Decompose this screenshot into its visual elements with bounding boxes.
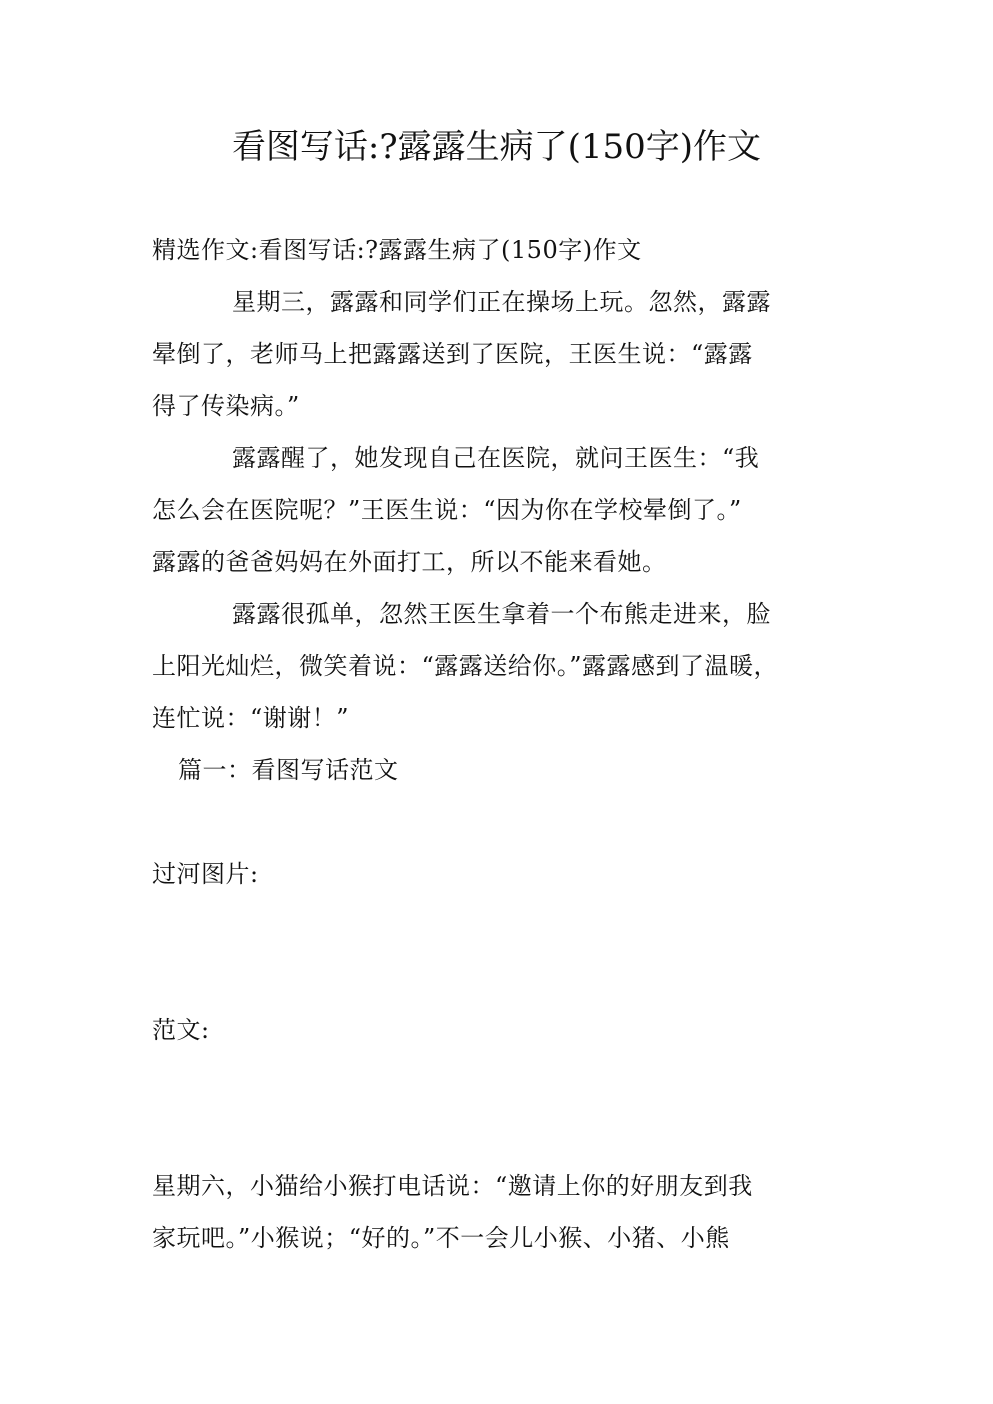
picture-label: 过河图片: xyxy=(152,860,259,888)
document-title: 看图写话:?露露生病了(150字)作文 xyxy=(231,127,762,167)
paragraph4-line2: 家玩吧。”小猴说；“好的。”不一会儿小猴、小猪、小熊 xyxy=(152,1224,730,1252)
paragraph1-line1: 星期三，露露和同学们正在操场上玩。忽然，露露 xyxy=(232,288,771,316)
sample-label: 范文: xyxy=(152,1016,210,1044)
paragraph2-line3: 露露的爸爸妈妈在外面打工，所以不能来看她。 xyxy=(152,548,667,576)
paragraph1-line3: 得了传染病。” xyxy=(152,392,300,420)
paragraph1-line2: 晕倒了，老师马上把露露送到了医院，王医生说：“露露 xyxy=(152,340,753,368)
paragraph3-line3: 连忙说：“谢谢！” xyxy=(152,704,350,732)
paragraph4-line1: 星期六，小猫给小猴打电话说：“邀请上你的好朋友到我 xyxy=(152,1172,753,1200)
paragraph3-line2: 上阳光灿烂，微笑着说：“露露送给你。”露露感到了温暖， xyxy=(152,652,779,680)
paragraph3-line1: 露露很孤单，忽然王医生拿着一个布熊走进来，脸 xyxy=(232,600,771,628)
section-heading: 篇一：看图写话范文 xyxy=(178,756,399,784)
paragraph2-line1: 露露醒了，她发现自己在医院，就问王医生：“我 xyxy=(232,444,760,472)
paragraph2-line2: 怎么会在医院呢？”王医生说：“因为你在学校晕倒了。” xyxy=(152,496,742,524)
subtitle-line: 精选作文:看图写话:?露露生病了(150字)作文 xyxy=(152,236,642,264)
